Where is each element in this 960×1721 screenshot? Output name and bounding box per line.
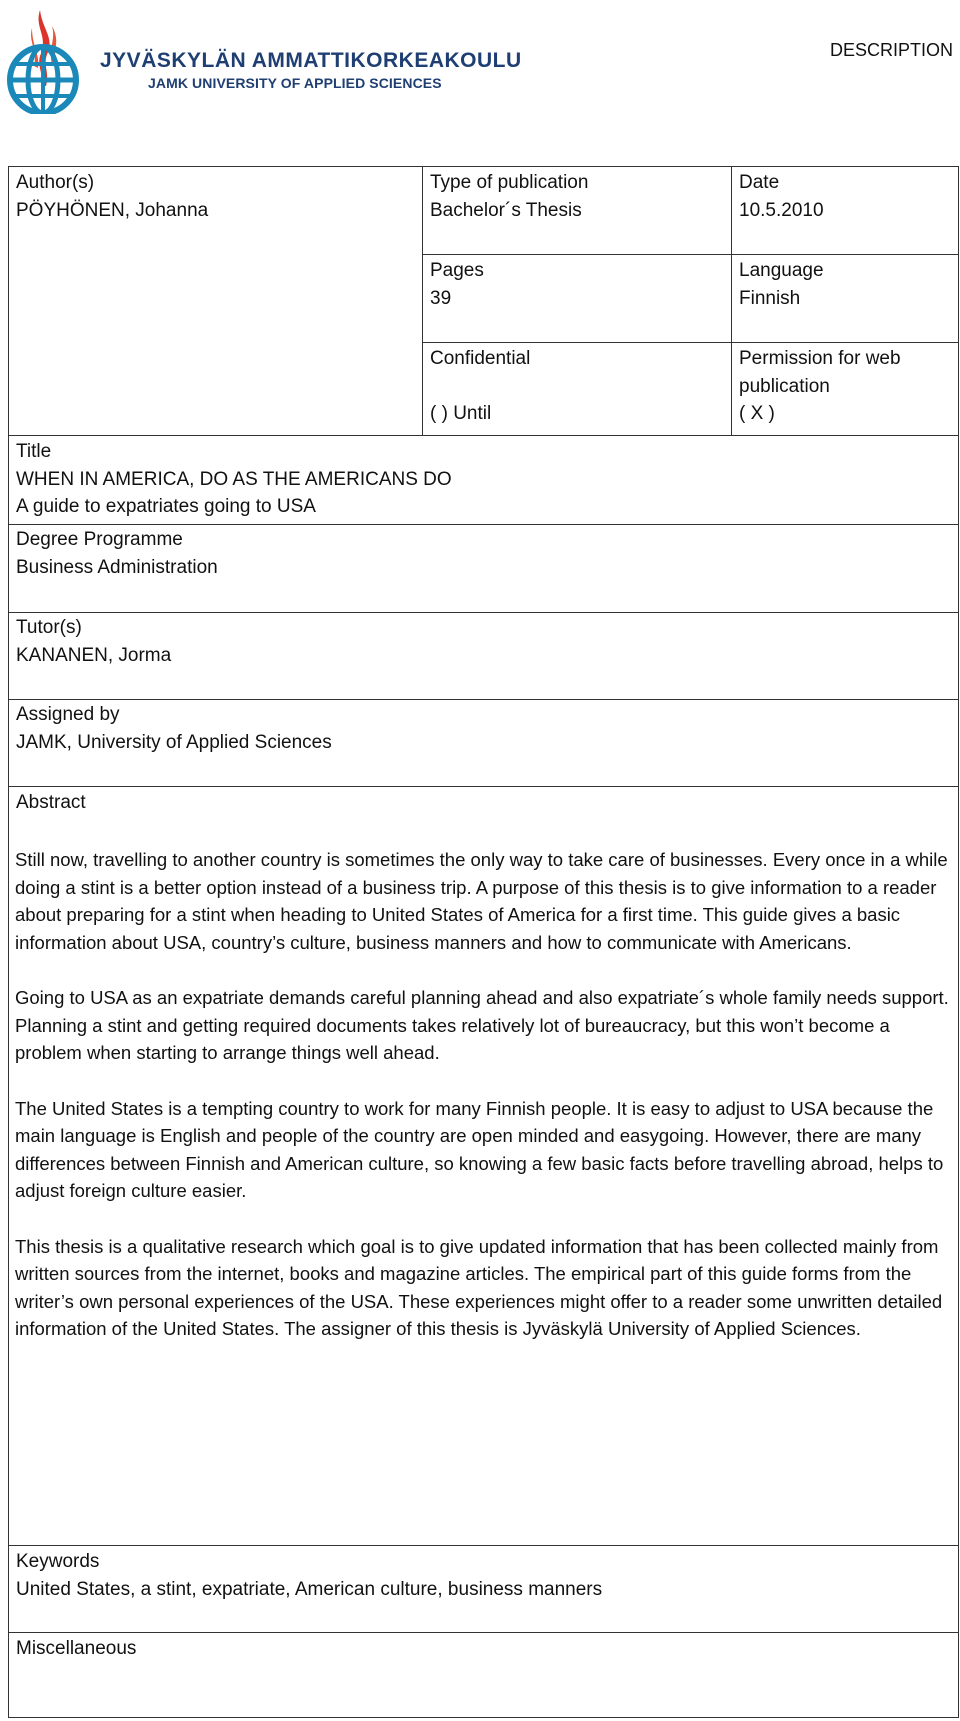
title-cell (16, 438, 452, 521)
assigned-cell (16, 701, 332, 756)
author-label: Author(s) (16, 172, 95, 193)
language-label: Language (739, 260, 824, 281)
publication-type-label: Type of publication (430, 172, 589, 193)
author-cell (16, 169, 208, 224)
abstract-paragraph: This thesis is a qualitative research which goal is to give updated information that has been collected mainly from written sources from the internet, books and magazine articles. The empirical part of this guide forms from the writer’s own personal experiences of the USA. These experiences might offer to a reader some unwritten detailed information of the United States. The assigner of this thesis is Jyväskylä University of Applied Sciences. (15, 1235, 943, 1339)
abstract-paragraph: Going to USA as an expatriate demands careful planning ahead and also expatriate´s whole family needs support. Planning a stint and getting required documents takes relatively lot of bureaucracy, but this won’t become a problem when starting to arrange things well ahead. (15, 987, 949, 1063)
jamk-flame-globe-icon (4, 6, 82, 114)
row-divider-tutor (9, 612, 959, 613)
web-permission-label-2: publication (739, 375, 830, 397)
date-cell (739, 169, 824, 224)
publication-type-cell (430, 169, 588, 224)
logo-name-english: JAMK UNIVERSITY OF APPLIED SCIENCES (148, 75, 442, 91)
confidential-cell (430, 345, 530, 428)
degree-value: Business Administration (16, 556, 218, 578)
pages-label: Pages (430, 260, 484, 281)
language-cell (739, 257, 824, 312)
row-divider-keywords (9, 1545, 959, 1546)
row-divider-degree (9, 524, 959, 525)
keywords-cell (16, 1548, 602, 1603)
pages-cell (430, 257, 484, 312)
row-divider-abstract (9, 786, 959, 787)
confidential-value: ( ) Until (430, 403, 492, 424)
confidential-label: Confidential (430, 348, 531, 369)
thesis-title: WHEN IN AMERICA, DO AS THE AMERICANS DO (16, 468, 452, 490)
web-permission-value: ( X ) (739, 403, 775, 424)
pages-value: 39 (430, 287, 452, 309)
document-type-label: DESCRIPTION (829, 40, 953, 60)
date-value: 10.5.2010 (739, 199, 824, 221)
column-divider-1 (422, 167, 423, 435)
abstract-paragraph: The United States is a tempting country to work for many Finnish people. It is easy to adjust to USA because the main language is English and people of the country are open minded and easygoing. However, there are many differences between Finnish and American culture, so knowing a few basic facts before travelling abroad, helps to adjust foreign culture easier. (15, 1097, 944, 1201)
tutor-label: Tutor(s) (16, 617, 82, 638)
row-divider-misc (9, 1632, 959, 1633)
logo-name-finnish: JYVÄSKYLÄN AMMATTIKORKEAKOULU (100, 49, 522, 72)
thesis-subtitle: A guide to expatriates going to USA (16, 496, 316, 517)
keywords-value: United States, a stint, expatriate, American culture, business manners (16, 1578, 603, 1600)
logo-wordmark (100, 48, 522, 92)
title-label: Title (16, 441, 52, 462)
document-header (0, 0, 960, 150)
row-divider-pages (422, 342, 959, 343)
abstract-paragraph: Still now, travelling to another country is sometimes the only way to take care of businesses. Every once in a while doing a stint is a better option instead of a business trip. A purpose of this thesis is to give information to a reader about preparing for a stint when heading to United States of America for a first time. This guide gives a basic information about USA, country’s culture, business manners and how to communicate with Americans. (15, 849, 948, 953)
column-divider-2 (731, 167, 732, 435)
row-divider-title (9, 435, 959, 436)
assigned-label: Assigned by (16, 704, 120, 725)
assigned-value: JAMK, University of Applied Sciences (16, 731, 332, 753)
row-divider-assigned (9, 699, 959, 700)
misc-label: Miscellaneous (16, 1638, 137, 1659)
web-permission-label: Permission for web (739, 348, 901, 369)
tutor-cell (16, 614, 171, 669)
description-form (8, 166, 959, 1718)
author-value: PÖYHÖNEN, Johanna (16, 199, 209, 221)
row-divider-date (422, 254, 959, 255)
degree-cell (16, 526, 218, 581)
degree-label: Degree Programme (16, 529, 183, 550)
abstract-label: Abstract (16, 792, 86, 813)
keywords-label: Keywords (16, 1551, 100, 1572)
web-permission-cell (739, 345, 901, 428)
publication-type-value: Bachelor´s Thesis (430, 199, 582, 221)
abstract-body (15, 846, 955, 1371)
language-value: Finnish (739, 287, 801, 309)
date-label: Date (739, 172, 780, 193)
tutor-value: KANANEN, Jorma (16, 644, 172, 666)
